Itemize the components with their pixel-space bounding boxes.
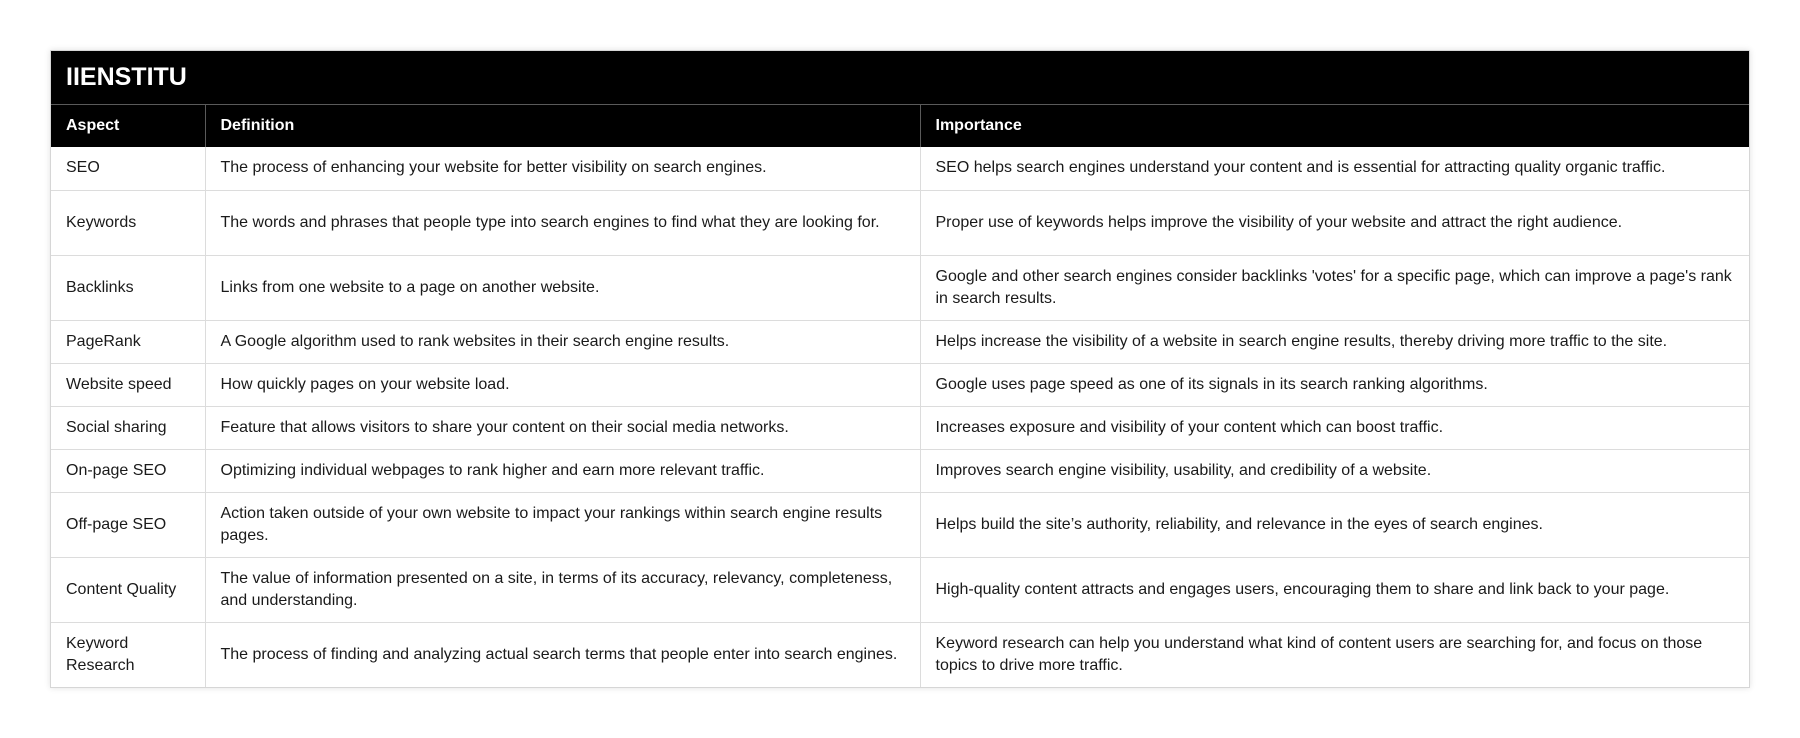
- cell-importance: Helps build the site’s authority, reliability, and relevance in the eyes of search engines.: [920, 492, 1749, 557]
- cell-importance: Google uses page speed as one of its signals in its search ranking algorithms.: [920, 363, 1749, 406]
- table-row: [51, 557, 1749, 622]
- cell-definition: The process of finding and analyzing actual search terms that people enter into search engines.: [205, 622, 920, 687]
- table-row: [51, 147, 1749, 190]
- cell-importance: Keyword research can help you understand what kind of content users are searching for, and focus on those topics to drive more traffic.: [935, 634, 1703, 674]
- cell-aspect: On-page SEO: [51, 449, 205, 492]
- cell-definition: Action taken outside of your own website to impact your rankings within search engine results pages.: [205, 492, 920, 557]
- table-row: [51, 190, 1749, 255]
- cell-definition: A Google algorithm used to rank websites in their search engine results.: [205, 320, 920, 363]
- cell-definition: The words and phrases that people type into search engines to find what they are looking for.: [205, 190, 920, 255]
- cell-aspect: Content Quality: [51, 557, 205, 622]
- cell-aspect: Off-page SEO: [51, 492, 205, 557]
- data-table: [51, 105, 1749, 687]
- table-row: [51, 406, 1749, 449]
- cell-aspect: Backlinks: [51, 255, 205, 320]
- cell-definition: The value of information presented on a site, in terms of its accuracy, relevancy, completeness, and understanding.: [205, 557, 920, 622]
- table-row: [51, 622, 1749, 687]
- column-header-definition: Definition: [205, 105, 920, 147]
- cell-importance: Increases exposure and visibility of your content which can boost traffic.: [920, 406, 1749, 449]
- seo-table: [50, 50, 1750, 688]
- cell-definition: Links from one website to a page on another website.: [205, 255, 920, 320]
- cell-definition: Optimizing individual webpages to rank higher and earn more relevant traffic.: [205, 449, 920, 492]
- table-title: IIENSTITU: [51, 51, 1749, 105]
- cell-importance: SEO helps search engines understand your content and is essential for attracting quality organic traffic.: [920, 147, 1749, 190]
- cell-aspect: PageRank: [51, 320, 205, 363]
- cell-importance: Google and other search engines consider backlinks 'votes' for a specific page, which can improve a page's rank in search results.: [920, 255, 1749, 320]
- table-row: [51, 320, 1749, 363]
- cell-aspect: Website speed: [51, 363, 205, 406]
- column-header-aspect: Aspect: [51, 105, 205, 147]
- cell-definition: How quickly pages on your website load.: [205, 363, 920, 406]
- cell-importance: Proper use of keywords helps improve the visibility of your website and attract the right audience.: [920, 190, 1749, 255]
- cell-definition: The process of enhancing your website for better visibility on search engines.: [205, 147, 920, 190]
- cell-aspect: Keyword Research: [51, 622, 205, 687]
- table-row: [51, 363, 1749, 406]
- cell-aspect: Social sharing: [51, 406, 205, 449]
- cell-aspect: Keywords: [51, 190, 205, 255]
- table-row: [51, 492, 1749, 557]
- cell-importance: Improves search engine visibility, usability, and credibility of a website.: [920, 449, 1749, 492]
- cell-aspect: SEO: [51, 147, 205, 190]
- cell-definition: Feature that allows visitors to share your content on their social media networks.: [205, 406, 920, 449]
- cell-importance: Helps increase the visibility of a website in search engine results, thereby driving more traffic to the site.: [920, 320, 1749, 363]
- column-header-importance: Importance: [920, 105, 1749, 147]
- header-row: [51, 105, 1749, 147]
- cell-importance: High-quality content attracts and engages users, encouraging them to share and link back to your page.: [920, 557, 1749, 622]
- table-row: [51, 255, 1749, 320]
- table-row: [51, 449, 1749, 492]
